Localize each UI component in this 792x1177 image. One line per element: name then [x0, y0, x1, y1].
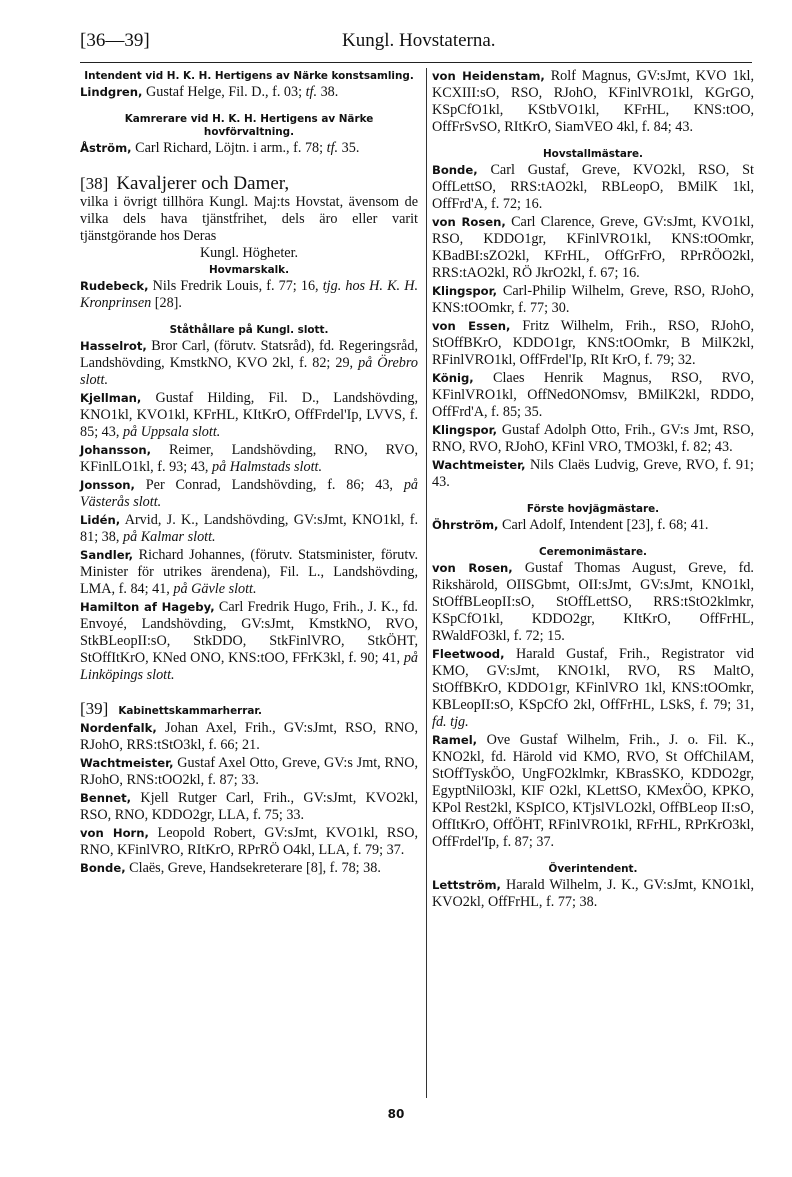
- entry-details: Harald Wilhelm, J. K., GV:sJmt, KNO1kl, KVO2kl, OffFrHL, f. 77; 38.: [432, 877, 754, 910]
- directory-entry: [80, 84, 418, 101]
- directory-entry: [80, 547, 418, 598]
- section-number: [38]: [80, 174, 109, 193]
- kabinett-heading: [80, 700, 418, 720]
- directory-entry: [432, 68, 754, 136]
- directory-entry: [80, 790, 418, 824]
- left-column: [80, 68, 418, 878]
- directory-entry: [432, 370, 754, 421]
- directory-entry: [80, 755, 418, 789]
- entry-details: Nils Fredrik Louis, f. 77; 16,: [148, 278, 323, 294]
- entry-details: Nils Claës Ludvig, Greve, RVO, f. 91; 43.: [432, 457, 754, 490]
- section-heading: Förste hovjägmästare.: [526, 503, 660, 515]
- entry-location: på Gävle slott.: [173, 581, 257, 597]
- entry-details: Leopold Robert, GV:sJmt, KVO1kl, RSO, RNO, KFinlVRO, RItKrO, RPrRÖ O4kl, LLA, f. 79; 37.: [80, 825, 418, 858]
- section-heading: Intendent vid H. K. H. Hertigens av Närke konstsamling.: [84, 70, 414, 82]
- directory-entry: [80, 720, 418, 754]
- entry-details: Gustaf Helge, Fil. D., f. 03;: [142, 84, 306, 100]
- entry-surname: Sandler,: [80, 548, 133, 562]
- section-heading: Överintendent.: [548, 863, 638, 875]
- entry-surname: Klingspor,: [432, 284, 498, 298]
- entry-surname: Öhrström,: [432, 518, 499, 532]
- entry-details: Johan Axel, Frih., GV:sJmt, RSO, RNO, RJohO, RRS:tStO3kl, f. 66; 21.: [80, 720, 418, 753]
- entry-surname: Bonde,: [80, 861, 126, 875]
- entry-surname: Fleetwood,: [432, 647, 505, 661]
- entry-details: Carl Gustaf, Greve, KVO2kl, RSO, St OffLettSO, RRS:tAO2kl, RBLeopO, BMilK 1kl, OffFrd'A, f. 72; 16.: [432, 162, 754, 212]
- right-column: [432, 68, 754, 912]
- directory-entry: [80, 338, 418, 389]
- section-title: Kabinettskammarherrar.: [118, 705, 262, 717]
- entry-details: Arvid, J. K., Landshövding, GV:sJmt, KNO1kl, f. 81; 38,: [80, 512, 418, 545]
- section-intro: vilka i övrigt tillhöra Kungl. Maj:ts Hovstat, ävensom de vilka dels hava tjänstfrihet, dels äro eller varit tjänstgörande hos Deras: [80, 194, 418, 244]
- entry-surname: Bonde,: [432, 163, 478, 177]
- left-blocks-bottom: [80, 720, 418, 877]
- left-blocks-top: [80, 70, 418, 157]
- page-reference: [36—39]: [80, 30, 150, 51]
- entry-surname: König,: [432, 371, 474, 385]
- directory-entry: [80, 390, 418, 441]
- kavaljerer-section: [80, 175, 418, 262]
- entry-location: tf.: [305, 84, 318, 100]
- running-header: [80, 30, 752, 58]
- directory-entry: [80, 825, 418, 859]
- section-intro-end: Kungl. Högheter.: [199, 245, 299, 261]
- entry-location: på Linköpings slott.: [80, 650, 418, 683]
- entry-surname: Klingspor,: [432, 423, 498, 437]
- entry-surname: Kjellman,: [80, 391, 142, 405]
- entry-surname: Hasselrot,: [80, 339, 147, 353]
- column-divider: [426, 68, 427, 1098]
- kavaljerer-heading: [80, 175, 418, 194]
- entry-details: Kjell Rutger Carl, Frih., GV:sJmt, KVO2kl, RSO, RNO, KDDO2gr, LLA, f. 75; 33.: [80, 790, 418, 823]
- entry-details: Rolf Magnus, GV:sJmt, KVO 1kl, KCXIII:sO, RSO, RJohO, KFinlVRO1kl, KGrGO, KSpCfO1kl, KStbVO1kl, KFrHL, KNS:tOO, OffFrSvSO, RItKrO, SiamVEO 4kl, f. 84; 43.: [432, 68, 754, 135]
- entry-details: Fritz Wilhelm, Frih., RSO, RJohO, StOffBKrO, KDDO1gr, KNS:tOOmkr, B MilK2kl, RFinlVRO1kl, OffFrdel'Ip, RIt KrO, f. 79; 32.: [432, 318, 754, 368]
- directory-entry: [80, 860, 418, 877]
- section-title: Kavaljerer och Damer,: [116, 173, 290, 194]
- entry-location: på Kalmar slott.: [122, 529, 216, 545]
- entry-location: på Halmstads slott.: [212, 459, 322, 475]
- entry-surname: Jonsson,: [80, 478, 135, 492]
- entry-surname: von Horn,: [80, 826, 149, 840]
- directory-entry: [432, 646, 754, 731]
- entry-location: fd. tjg.: [432, 714, 469, 730]
- left-blocks-middle: [80, 264, 418, 684]
- directory-entry: [432, 457, 754, 491]
- entry-details: Bror Carl, (förutv. Statsråd), fd. Regeringsråd, Landshövding, KmstkNO, KVO 2kl, f. 82; 29,: [80, 338, 418, 371]
- entry-surname: Rudebeck,: [80, 279, 149, 293]
- directory-entry: [80, 278, 418, 312]
- directory-entry: [432, 560, 754, 645]
- section-heading: Hovstallmästare.: [542, 148, 643, 160]
- section-number: [39]: [80, 699, 109, 718]
- entry-location: på Örebro slott.: [80, 355, 418, 388]
- entry-surname: Åström,: [80, 141, 132, 155]
- entry-surname: Wachtmeister,: [80, 756, 174, 770]
- directory-entry: [80, 442, 418, 476]
- entry-details: Gustaf Axel Otto, Greve, GV:s Jmt, RNO, RJohO, RNS:tOO2kl, f. 87; 33.: [80, 755, 418, 788]
- entry-surname: Nordenfalk,: [80, 721, 157, 735]
- entry-details: Reimer, Landshövding, RNO, RVO, KFinlLO1kl, f. 93; 43,: [80, 442, 418, 475]
- entry-details: Carl Fredrik Hugo, Frih., J. K., fd. Envoyé, Landshövding, GV:sJmt, KmstkNO, RVO, StkBLeopII:sO, StkDDO, StkFinlVRO, StkÖHT, StOffItKrO, KNed ONO, KNS:tOO, FFrK3kl, f. 90; 41,: [80, 599, 418, 666]
- entry-details: Claës, Greve, Handsekreterare [8], f. 78; 38.: [125, 860, 381, 876]
- entry-surname: von Heidenstam,: [432, 69, 545, 83]
- entry-details: Claes Henrik Magnus, RSO, RVO, KFinlVRO1kl, OffNedONOmsv, BMilK2kl, RDDO, OffFrd'A, f. 85; 35.: [432, 370, 754, 420]
- entry-surname: von Rosen,: [432, 215, 506, 229]
- entry-location: tjg. hos H. K. H. Kronprinsen: [80, 278, 419, 311]
- section-heading: Hovmarskalk.: [208, 264, 290, 276]
- entry-details: Harald Gustaf, Frih., Registrator vid KMO, GV:sJmt, KNO1kl, RVO, RS MaltO, StOffBKrO, KDDO1gr, KFinlVRO 1kl, KNS:tOOmkr, KBLeopII:sO, KSpCfO 2kl, OffFrHL, LSkS, f. 79; 31,: [432, 646, 754, 713]
- header-title: Kungl. Hovstaterna.: [342, 30, 496, 51]
- directory-entry: [432, 517, 754, 534]
- entry-details: Carl Adolf, Intendent [23], f. 68; 41.: [498, 517, 709, 533]
- page-number: 80: [387, 1107, 405, 1121]
- entry-surname: Ramel,: [432, 733, 478, 747]
- directory-entry: [80, 477, 418, 511]
- directory-entry: [432, 877, 754, 911]
- section-heading: Ståthållare på Kungl. slott.: [169, 324, 329, 336]
- directory-entry: [432, 162, 754, 213]
- directory-entry: [80, 599, 418, 684]
- entry-details: Gustaf Adolph Otto, Frih., GV:s Jmt, RSO, RNO, RVO, RJohO, KFinl VRO, TMO3kl, f. 82; 43.: [432, 422, 754, 455]
- directory-entry: [80, 140, 418, 157]
- section-heading: Kamrerare vid H. K. H. Hertigens av Närke hovförvaltning.: [124, 113, 374, 138]
- entry-surname: Bennet,: [80, 791, 132, 805]
- header-rule: [80, 62, 752, 63]
- entry-details: Ove Gustaf Wilhelm, Frih., J. o. Fil. K., KNO2kl, fd. Härold vid KMO, RVO, St OffChilAM, StOffTyskÖO, UngFO2klmkr, KBrasSKO, KDDO2gr, EgyptNilO3kl, KIF O2kl, KLettSO, KMexÖO, KPKO, KPol Rest2kl, KSpICO, KTjslVLO2kl, OffBLeop II:sO, OffItKrO, OffÖHT, RFinlVRO1kl, RFrHL, RPrKrO3kl, OffFrdel'Ip, f. 87; 37.: [432, 732, 754, 850]
- entry-surname: Lettström,: [432, 878, 501, 892]
- directory-entry: [432, 318, 754, 369]
- directory-entry: [432, 422, 754, 456]
- entry-details: Gustaf Hilding, Fil. D., Landshövding, KNO1kl, KVO1kl, KFrHL, KItKrO, OffFrdel'Ip, LVVS, f. 85; 43,: [80, 390, 418, 440]
- directory-entry: [80, 512, 418, 546]
- directory-entry: [432, 732, 754, 851]
- entry-details: Carl-Philip Wilhelm, Greve, RSO, RJohO, KNS:tOOmkr, f. 77; 30.: [432, 283, 754, 316]
- entry-details: Gustaf Thomas August, Greve, fd. Rikshärold, OIISGbmt, OII:sJmt, GV:sJmt, KNO1kl, StOffBLeopII:sO, StOffLettSO, RRS:tStO2klmkr, KSpCfO1kl, KDDO2gr, KItKrO, OffFrHL, RWaldFO3kl, f. 72; 15.: [432, 560, 754, 644]
- entry-surname: Wachtmeister,: [432, 458, 526, 472]
- entry-tail: [28].: [151, 295, 182, 311]
- entry-details: Richard Johannes, (förutv. Statsminister, förutv. Minister för utrikes ärendena), Fil. L., Landshövding, LMA, f. 84; 41,: [80, 547, 418, 597]
- entry-location: tf.: [326, 140, 339, 156]
- entry-surname: von Essen,: [432, 319, 511, 333]
- entry-location: på Västerås slott.: [80, 477, 418, 510]
- directory-entry: [432, 283, 754, 317]
- entry-details: Carl Richard, Löjtn. i arm., f. 78;: [131, 140, 327, 156]
- right-blocks: [432, 68, 754, 911]
- entry-surname: Johansson,: [80, 443, 152, 457]
- entry-details: Per Conrad, Landshövding, f. 86; 43,: [134, 477, 404, 493]
- section-heading: Ceremonimästare.: [539, 546, 647, 558]
- directory-entry: [432, 214, 754, 282]
- entry-surname: Lidén,: [80, 513, 121, 527]
- entry-location: på Uppsala slott.: [122, 424, 221, 440]
- entry-details: Carl Clarence, Greve, GV:sJmt, KVO1kl, RSO, KDDO1gr, KFinlVRO1kl, KNS:tOOmkr, KBadBI:sZO2kl, KFrHL, OffGrFrO, RPrRÖO2kl, RRS:tAO2kl, RÖ JkrO2kl, f. 67; 16.: [432, 214, 754, 281]
- entry-surname: Lindgren,: [80, 85, 143, 99]
- entry-surname: Hamilton af Hageby,: [80, 600, 215, 614]
- entry-tail: 35.: [338, 140, 360, 156]
- entry-tail: 38.: [317, 84, 339, 100]
- entry-surname: von Rosen,: [432, 561, 513, 575]
